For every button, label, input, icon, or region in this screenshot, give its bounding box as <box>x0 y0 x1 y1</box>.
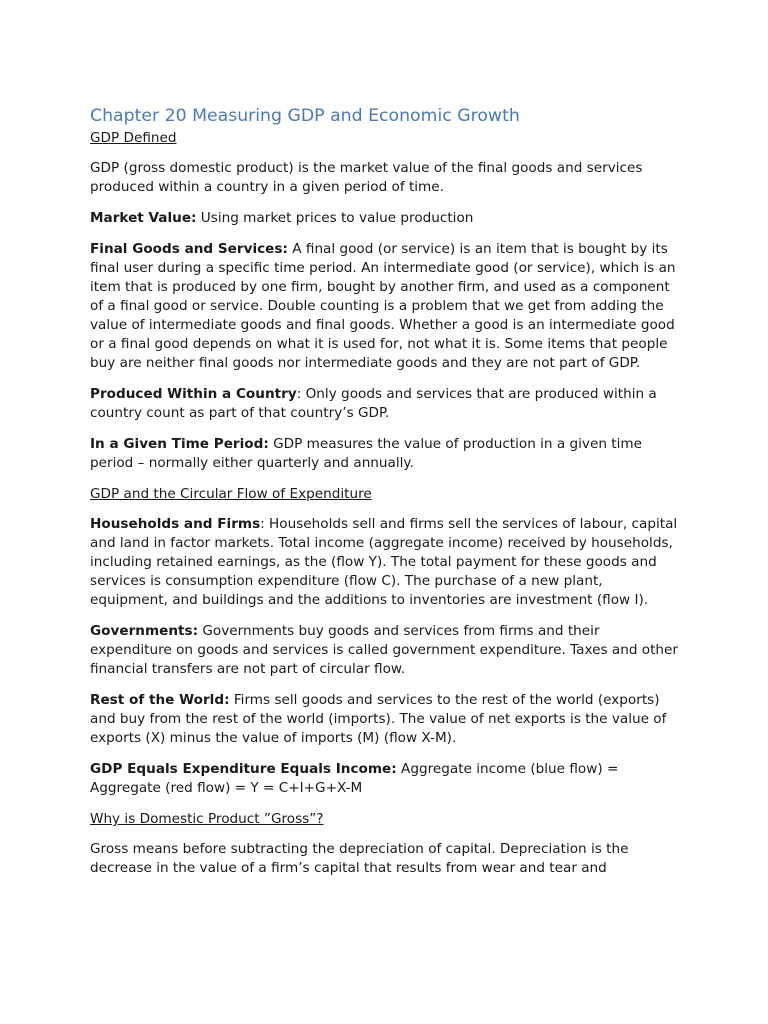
paragraph-text: GDP measures the value of production in a given time period – normally either quarterly and annually. <box>90 436 642 471</box>
section-heading-circular-flow: GDP and the Circular Flow of Expenditure <box>90 486 372 502</box>
paragraph-text: Aggregate income (blue flow) = Aggregate (red flow) = Y = C+I+G+X-M <box>90 761 619 796</box>
chapter-title: Chapter 20 Measuring GDP and Economic Growth <box>90 106 520 126</box>
paragraph-text: Firms sell goods and services to the rest of the world (exports) and buy from the rest of the world (imports). The value of net exports is the value of exports (X) minus the value of imports (M) (flow X-M). <box>90 692 667 746</box>
paragraph-gross-meaning <box>90 840 682 878</box>
paragraph-term: Governments: <box>90 623 199 639</box>
paragraph-term: Market Value: <box>90 210 197 226</box>
paragraph-gdp-equals <box>90 760 682 798</box>
paragraph-final-goods <box>90 240 682 373</box>
paragraph-term: GDP Equals Expenditure Equals Income: <box>90 761 397 777</box>
paragraph-gdp-definition <box>90 159 682 197</box>
paragraph-text: GDP (gross domestic product) is the market value of the final goods and services produced within a country in a given period of time. <box>90 160 643 195</box>
paragraph-governments <box>90 622 682 679</box>
section-heading-gdp-defined: GDP Defined <box>90 130 177 146</box>
paragraph-term: Rest of the World: <box>90 692 230 708</box>
paragraph-produced-within-country <box>90 385 682 423</box>
paragraph-given-time-period <box>90 435 682 473</box>
paragraph-term: Produced Within a Country <box>90 386 297 402</box>
paragraph-term: In a Given Time Period: <box>90 436 269 452</box>
paragraph-text: : Households sell and firms sell the services of labour, capital and land in factor markets. Total income (aggregate income) received by households, including retained earnings, as the (flow Y). The total payment for these goods and services is consumption expenditure (flow C). The purchase of a new plant, equipment, and buildings and the additions to inventories are investment (flow I). <box>90 516 678 608</box>
paragraph-market-value <box>90 209 682 228</box>
paragraph-text: Governments buy goods and services from firms and their expenditure on goods and services is called government expenditure. Taxes and other financial transfers are not part of circular flow. <box>90 623 678 677</box>
paragraph-rest-of-world <box>90 691 682 748</box>
paragraph-households-firms <box>90 515 682 610</box>
paragraph-term: Final Goods and Services: <box>90 241 288 257</box>
paragraph-text: Gross means before subtracting the depreciation of capital. Depreciation is the decrease in the value of a firm’s capital that results from wear and tear and <box>90 841 629 876</box>
paragraph-text: Using market prices to value production <box>196 210 474 226</box>
paragraph-term: Households and Firms <box>90 516 261 532</box>
section-heading-gross: Why is Domestic Product ”Gross”? <box>90 811 324 827</box>
paragraph-text: : Only goods and services that are produced within a country count as part of that country’s GDP. <box>90 386 657 421</box>
paragraph-text: A final good (or service) is an item that is bought by its final user during a specific time period. An intermediate good (or service), which is an item that is produced by one firm, bought by another firm, and used as a component of a final good or service. Double counting is a problem that we get from adding the value of intermediate goods and final goods. Whether a good is an intermediate good or a final good depends on what it is used for, not what it is. Some items that people buy are neither final goods nor intermediate goods and they are not part of GDP. <box>90 241 676 371</box>
